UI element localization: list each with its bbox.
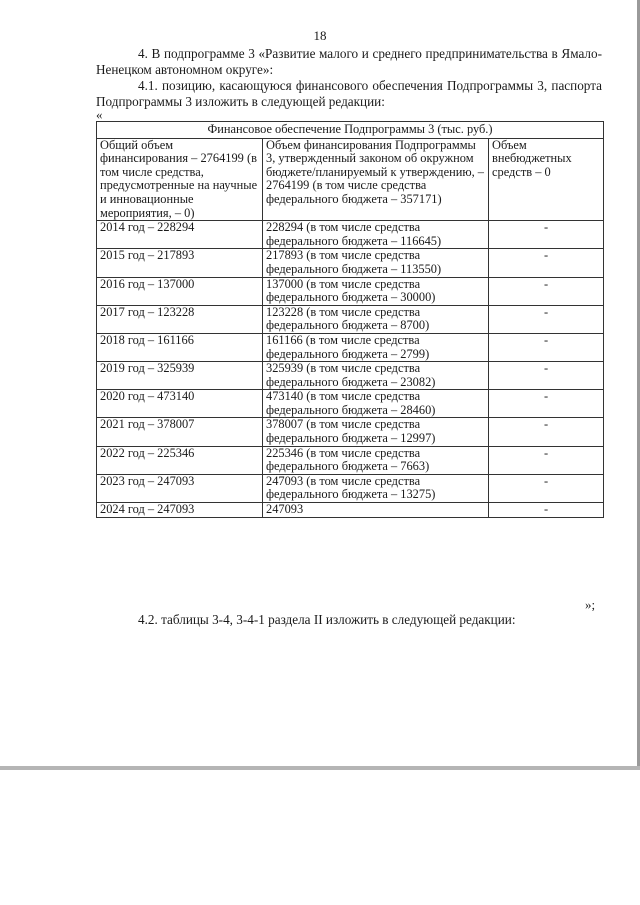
- row-year-total: 2023 год – 247093: [97, 474, 263, 502]
- row-year-total: 2018 год – 161166: [97, 333, 263, 361]
- row-budget: 473140 (в том числе средства федерального бюджета – 28460): [263, 390, 489, 418]
- row-budget: 247093: [263, 503, 489, 518]
- table-row: [97, 277, 604, 305]
- closing-quote: »;: [585, 597, 596, 612]
- row-extrabudgetary: -: [489, 503, 604, 518]
- table-row: [97, 446, 604, 474]
- row-budget: 225346 (в том числе средства федерального бюджета – 7663): [263, 446, 489, 474]
- table-row: [97, 418, 604, 446]
- table-row: [97, 221, 604, 249]
- paragraph-4-1: 4.1. позицию, касающуюся финансового обеспечения Подпрограммы 3, паспорта Подпрограммы 3 изложить в следующей редакции:: [96, 78, 602, 109]
- row-budget: 137000 (в том числе средства федерального бюджета – 30000): [263, 277, 489, 305]
- row-budget: 161166 (в том числе средства федерального бюджета – 2799): [263, 333, 489, 361]
- row-extrabudgetary: -: [489, 277, 604, 305]
- opening-quote: «: [96, 107, 103, 122]
- table-row: [97, 474, 604, 502]
- row-year-total: 2022 год – 225346: [97, 446, 263, 474]
- table-row: [97, 503, 604, 518]
- row-year-total: 2016 год – 137000: [97, 277, 263, 305]
- row-budget: 378007 (в том числе средства федерального бюджета – 12997): [263, 418, 489, 446]
- scan-bottom-edge: [0, 766, 640, 770]
- page-number: 18: [313, 28, 327, 43]
- row-budget: 123228 (в том числе средства федерального бюджета – 8700): [263, 305, 489, 333]
- table-caption: Финансовое обеспечение Подпрограммы 3 (тыс. руб.): [97, 122, 604, 139]
- row-extrabudgetary: -: [489, 474, 604, 502]
- row-year-total: 2019 год – 325939: [97, 362, 263, 390]
- row-year-total: 2015 год – 217893: [97, 249, 263, 277]
- row-extrabudgetary: -: [489, 390, 604, 418]
- table-row: [97, 333, 604, 361]
- row-budget: 247093 (в том числе средства федерального бюджета – 13275): [263, 474, 489, 502]
- row-extrabudgetary: -: [489, 333, 604, 361]
- row-year-total: 2024 год – 247093: [97, 503, 263, 518]
- paragraph-4-2: 4.2. таблицы 3-4, 3-4-1 раздела II изложить в следующей редакции:: [138, 612, 516, 627]
- table-row: [97, 305, 604, 333]
- row-budget: 217893 (в том числе средства федерального бюджета – 113550): [263, 249, 489, 277]
- row-year-total: 2017 год – 123228: [97, 305, 263, 333]
- table-row: [97, 390, 604, 418]
- table-row: [97, 249, 604, 277]
- header-subprogram-financing: Объем финансирования Подпрограммы 3, утвержденный законом об окружном бюджете/планируемый к утверждению, – 2764199 (в том числе средства федерального бюджета – 357171): [263, 138, 489, 221]
- row-extrabudgetary: -: [489, 418, 604, 446]
- row-year-total: 2021 год – 378007: [97, 418, 263, 446]
- header-extrabudgetary: Объем внебюджетных средств – 0: [489, 138, 604, 221]
- financing-table: [96, 121, 604, 518]
- paragraph-subprogram-3: 4. В подпрограмме 3 «Развитие малого и среднего предпринимательства в Ямало-Ненецком автономном округе»:: [96, 46, 602, 77]
- row-extrabudgetary: -: [489, 249, 604, 277]
- header-total-financing: Общий объем финансирования – 2764199 (в том числе средства, предусмотренные на научные и инновационные мероприятия, – 0): [97, 138, 263, 221]
- row-year-total: 2020 год – 473140: [97, 390, 263, 418]
- row-extrabudgetary: -: [489, 446, 604, 474]
- row-budget: 228294 (в том числе средства федерального бюджета – 116645): [263, 221, 489, 249]
- row-extrabudgetary: -: [489, 305, 604, 333]
- table-row: [97, 362, 604, 390]
- row-extrabudgetary: -: [489, 221, 604, 249]
- row-year-total: 2014 год – 228294: [97, 221, 263, 249]
- row-extrabudgetary: -: [489, 362, 604, 390]
- row-budget: 325939 (в том числе средства федерального бюджета – 23082): [263, 362, 489, 390]
